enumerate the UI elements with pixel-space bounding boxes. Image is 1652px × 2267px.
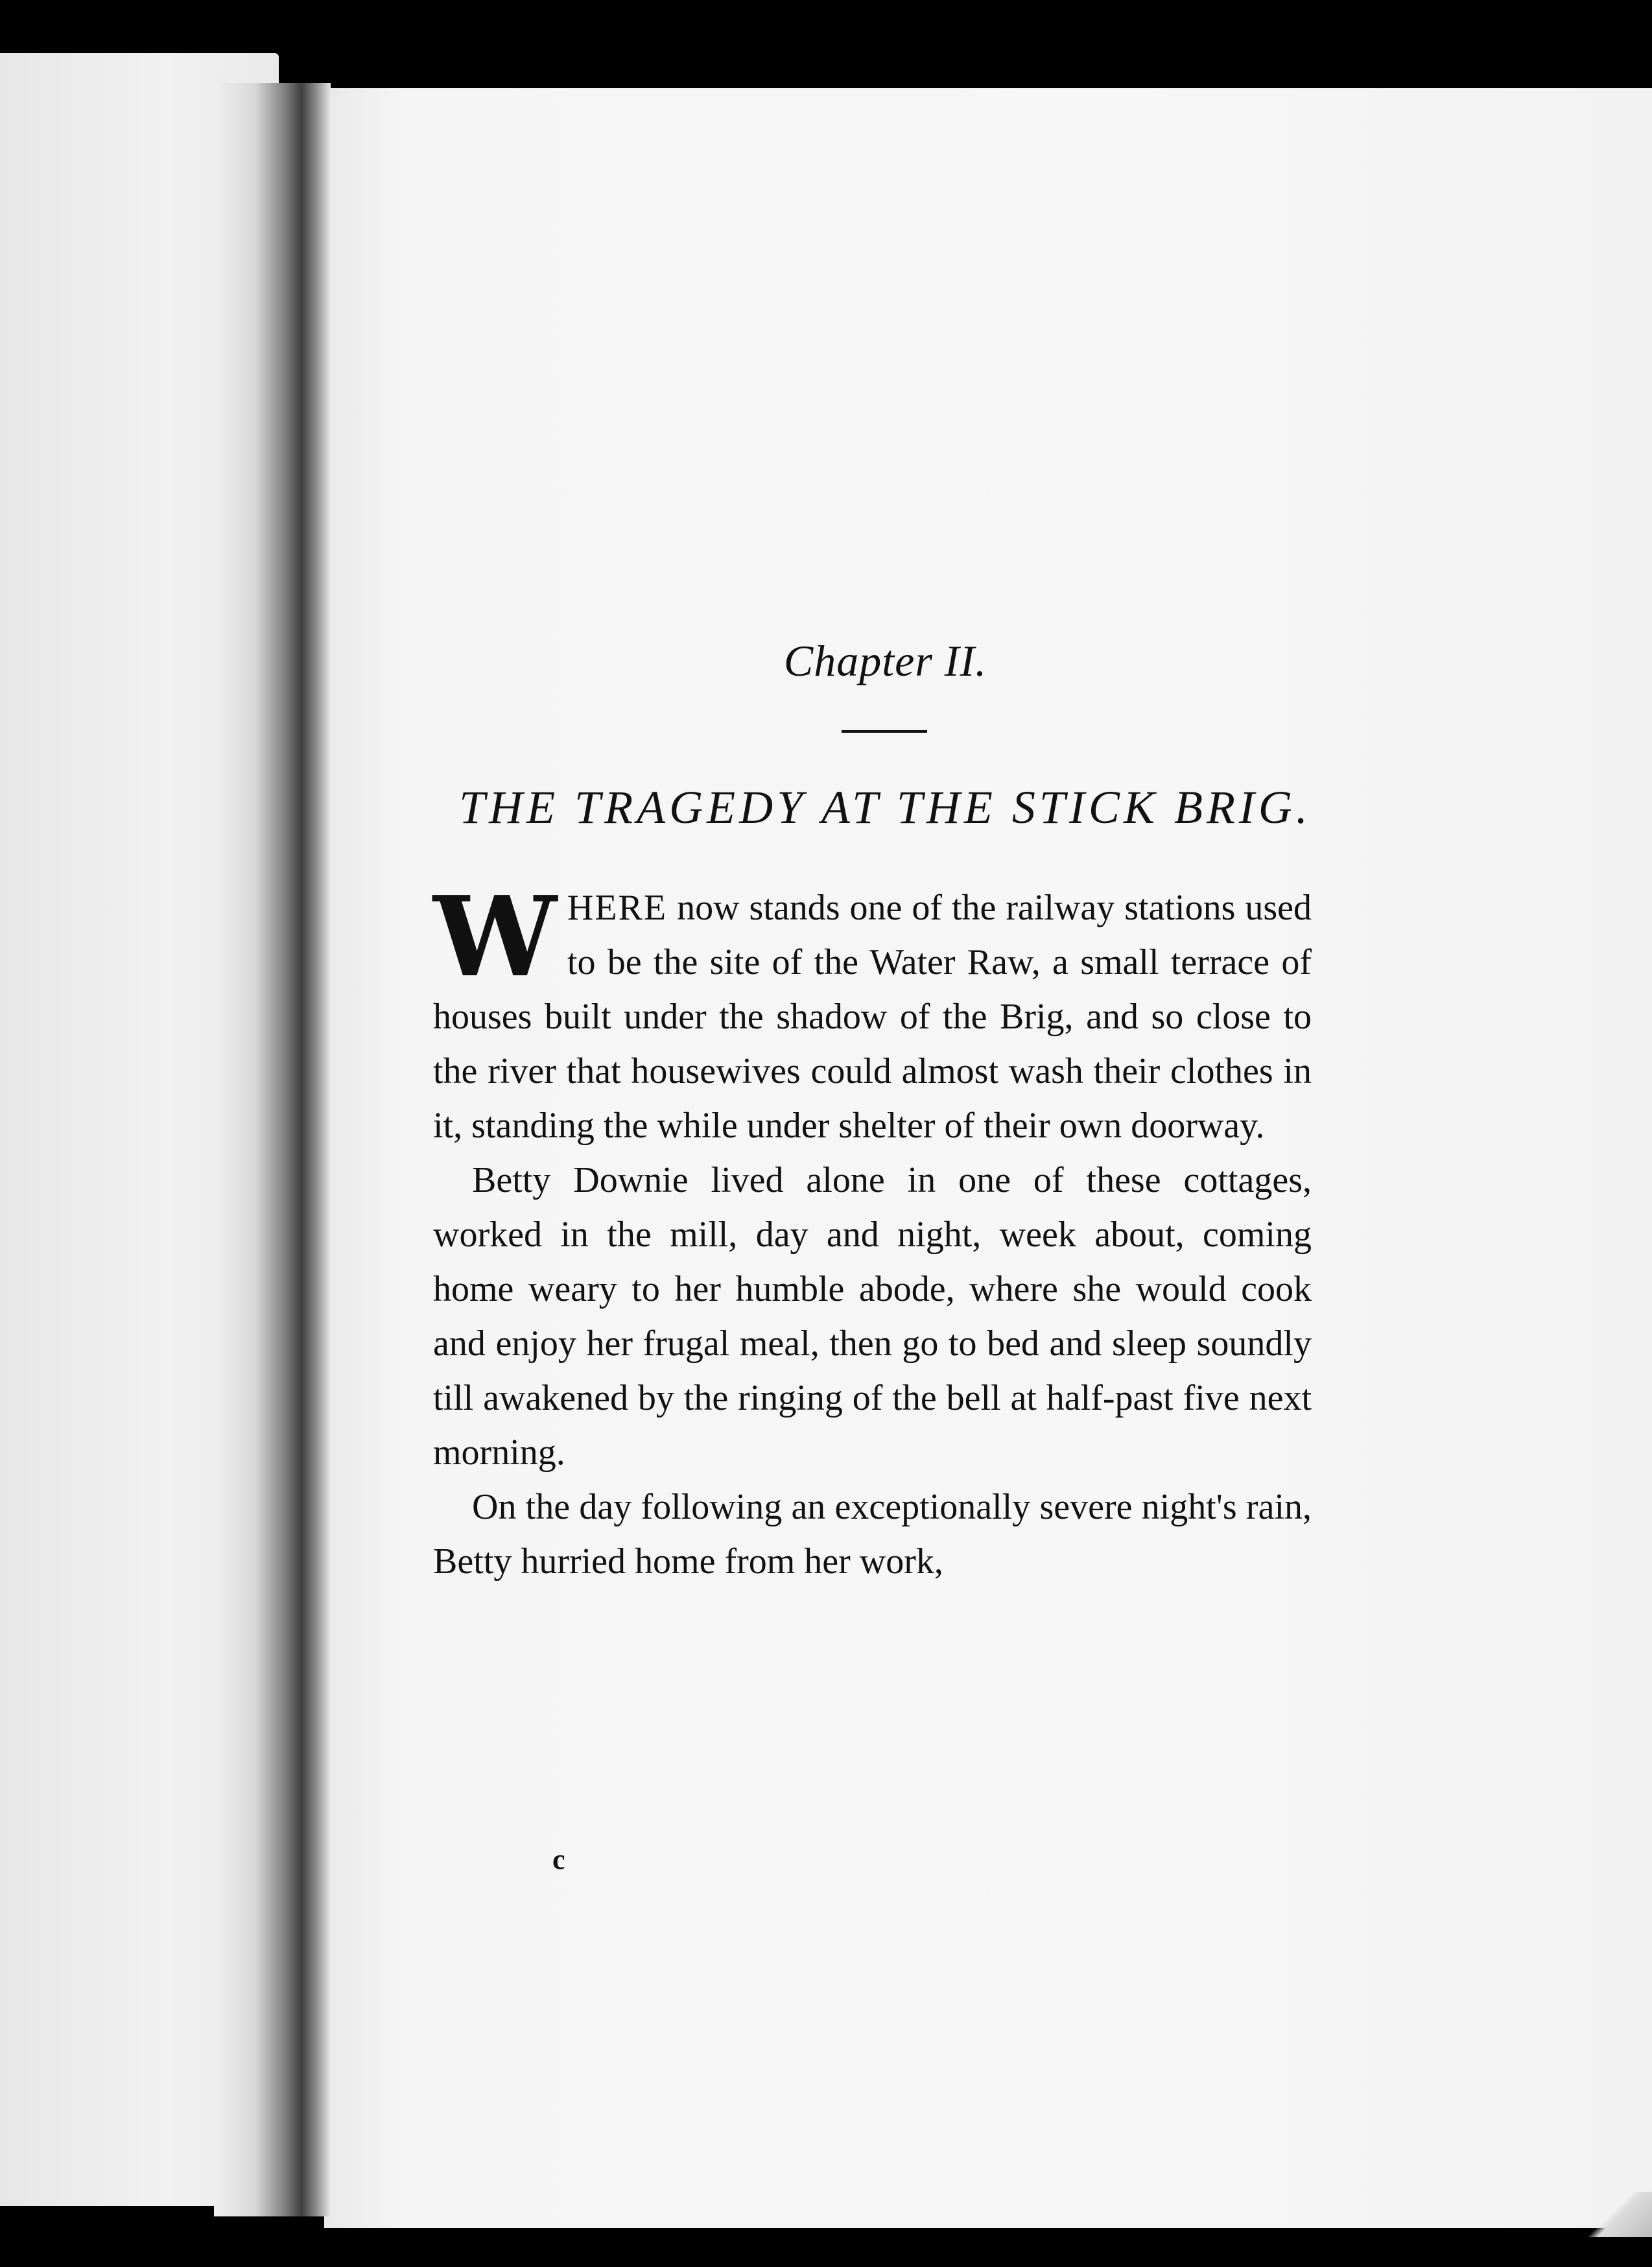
- page-text-block: [433, 635, 1312, 1589]
- heading-rule: [842, 730, 927, 733]
- chapter-body: [433, 872, 1312, 1589]
- chapter-heading: Chapter II.: [783, 636, 987, 685]
- chapter-title: THE TRAGEDY AT THE STICK BRIG.: [459, 781, 1312, 833]
- signature-mark: c: [552, 1844, 566, 1875]
- paragraph-1: [433, 872, 1312, 1153]
- book-gutter: [214, 83, 331, 2216]
- drop-cap: W: [433, 872, 553, 1002]
- paragraph-3: On the day following an exceptionally severe night's rain, Betty hurried home from her work,: [433, 1487, 1312, 1582]
- paragraph-1-text: now stands one of the railway stations used to be the site of the Water Raw, a small terrace of houses built under the shadow of the Brig, and so close to the river that housewives could almost wash their clothes in it, standing the while under shelter of their own doorway.: [433, 888, 1312, 1146]
- paragraph-2: Betty Downie lived alone in one of these cottages, worked in the mill, day and night, week about, coming home weary to her humble abode, where she would cook and enjoy her frugal meal, then go to bed and sleep soundly till awakened by the ringing of the bell at half-past five next morning.: [433, 1160, 1312, 1473]
- page-corner-curl: [1588, 2192, 1652, 2237]
- lead-word: HERE: [567, 888, 668, 928]
